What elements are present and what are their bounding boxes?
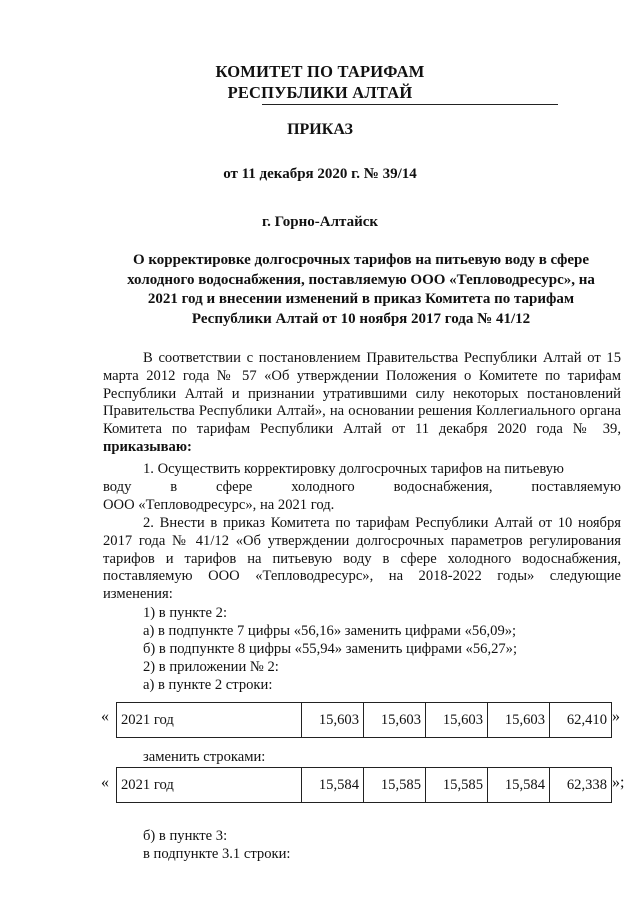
item1-word: сфере	[216, 479, 253, 495]
item2-text: 2. Внести в приказ Комитета по тарифам Республики Алтай от 10 ноября 2017 года № 41/12 «Об утверждении долгосрочных параметров регулирования тарифов и тарифов на питьевую воду в сфере холодного водоснабжения, поставляемую ООО «Тепловодресурс», на 2018-2022 годы» следующие изменения:	[103, 515, 621, 603]
item1-word: поставляемую	[531, 479, 621, 495]
document-subject	[108, 251, 614, 329]
item1-line2	[103, 479, 621, 497]
table-cell-total: 62,338	[550, 768, 612, 803]
item1-line1: 1. Осуществить корректировку долгосрочных тарифов на питьевую	[143, 461, 564, 477]
table-old-close-quote: »	[612, 708, 620, 725]
subitem-b8: б) в подпункте 8 цифры «55,94» заменить цифрами «56,27»;	[143, 641, 518, 657]
table-new-close-quote: »;	[612, 774, 625, 791]
table-cell-value: 15,584	[488, 768, 550, 803]
subject-line: Республики Алтай от 10 ноября 2017 года № 41/12	[191, 310, 531, 327]
item1-word: воду	[103, 479, 132, 495]
table-cell-year: 2021 год	[117, 768, 302, 803]
replace-with-label: заменить строками:	[143, 749, 266, 765]
preamble-paragraph	[103, 350, 621, 457]
table-row	[117, 768, 612, 803]
preamble-order-word: приказываю:	[103, 438, 192, 455]
subject-line: 2021 год и внесении изменений в приказ Комитета по тарифам	[147, 291, 575, 307]
table-cell-value: 15,585	[364, 768, 426, 803]
item1-line3: ООО «Тепловодресурс», на 2021 год.	[103, 497, 335, 513]
table-new-open-quote: «	[101, 774, 109, 791]
subitem-appendix2: 2) в приложении № 2:	[143, 659, 279, 675]
subitem-a2: а) в пункте 2 строки:	[143, 677, 273, 693]
table-old-open-quote: «	[101, 708, 109, 725]
subject-line: О корректировке долгосрочных тарифов на питьевую воду в сфере	[132, 252, 590, 268]
table-cell-value: 15,603	[302, 703, 364, 738]
org-name-line2: РЕСПУБЛИКИ АЛТАЙ	[227, 83, 413, 102]
item1-word: водоснабжения,	[393, 479, 493, 495]
table-cell-value: 15,603	[364, 703, 426, 738]
document-type: ПРИКАЗ	[287, 121, 353, 138]
item2-paragraph	[103, 515, 621, 604]
subject-line: холодного водоснабжения, поставляемую ООО «Тепловодресурс», на	[127, 271, 595, 288]
table-cell-value: 15,603	[488, 703, 550, 738]
table-new	[116, 767, 612, 803]
table-cell-value: 15,584	[302, 768, 364, 803]
item1-word: в	[170, 479, 178, 495]
table-cell-total: 62,410	[550, 703, 612, 738]
document-city: г. Горно-Алтайск	[261, 214, 379, 230]
org-name-line1: КОМИТЕТ ПО ТАРИФАМ	[215, 62, 425, 81]
table-cell-value: 15,585	[426, 768, 488, 803]
item1-word: холодного	[291, 479, 355, 495]
table-row	[117, 703, 612, 738]
table-old	[116, 702, 612, 738]
table-cell-year: 2021 год	[117, 703, 302, 738]
preamble-text: В соответствии с постановлением Правительства Республики Алтай от 15 марта 2012 года № 57 «Об утверждении Положения о Комитете по тарифам Республики Алтай и признании утратившими силу некоторых постановлений Правительства Республики Алтай», на основании решения Коллегиального органа Комитета по тарифам Республики Алтай от 11 декабря 2020 года № 39,	[103, 350, 621, 438]
subitem-a7: а) в подпункте 7 цифры «56,16» заменить цифрами «56,09»;	[143, 623, 517, 639]
subitem-sub31: в подпункте 3.1 строки:	[143, 846, 291, 862]
subitem-p2: 1) в пункте 2:	[143, 605, 228, 621]
document-date-number: от 11 декабря 2020 г. № 39/14	[223, 166, 417, 182]
header-divider	[262, 104, 558, 105]
table-cell-value: 15,603	[426, 703, 488, 738]
subitem-b3: б) в пункте 3:	[143, 828, 228, 844]
